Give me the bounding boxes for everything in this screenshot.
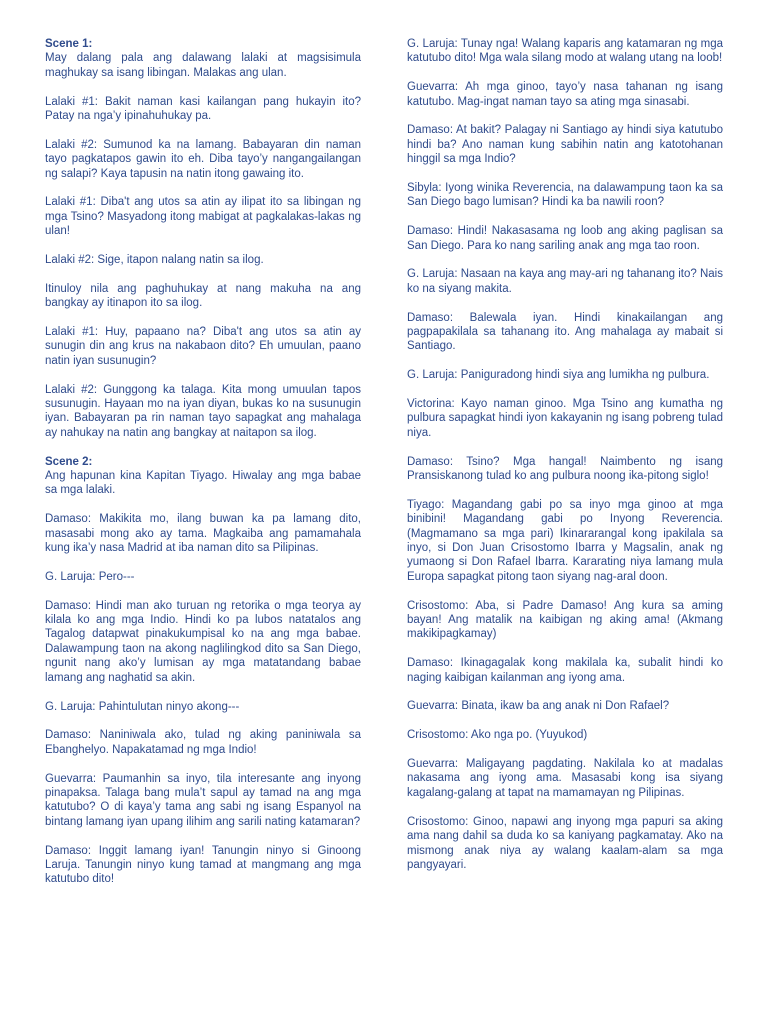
paragraph: Damaso: Hindi! Nakasasama ng loob ang aking paglisan sa San Diego. Para ko nang sariling anak ang mga tao roon.	[407, 225, 723, 252]
paragraph: Itinuloy nila ang paghuhukay at nang makuha na ang bangkay ay itinapon ito sa ilog.	[45, 282, 361, 310]
paragraph: Victorina: Kayo naman ginoo. Mga Tsino ang kumatha ng pulbura sapagkat hindi iyon kakayanin ng isang pobreng tulad niya.	[407, 398, 723, 439]
paragraph: Tiyago: Magandang gabi po sa inyo mga ginoo at mga binibini! Magandang gabi po Inyong Reverencia. (Magmamano sa mga pari) Ikinararangal kong ipakilala sa inyo, si Don Juan Crisostomo Ibarra y Magsalin, anak ng yumaong si Don Rafael Ibarra. Kararating niya lamang mula Europa sapagkat pitong taon siyang nag-aral doon.	[407, 498, 723, 583]
paragraph	[45, 37, 361, 80]
paragraph: Damaso: Hindi man ako turuan ng retorika o mga teorya ay kilala ko ang mga Indio. Hindi ko pa lubos natatalos ang Tagalog datapwat pinakukumpisal ko na ang mga babae. Dalawampung taon na akong naglilingkod dito sa San Diego, ngunit nang ako’y lumisan ay mga matatandang babae lamang ang naghatid sa akin.	[45, 599, 361, 684]
paragraph: Damaso: Ikinagagalak kong makilala ka, subalit hindi ko naging kaibigan kailanman ang iyong ama.	[407, 657, 723, 684]
paragraph: Damaso: Balewala iyan. Hindi kinakailangan ang pagpapakilala sa tahanang ito. Ang mahalaga ay mabait si Santiago.	[407, 311, 723, 353]
paragraph: G. Laruja: Tunay nga! Walang kaparis ang katamaran ng mga katutubo dito! Mga wala silang modo at walang utang na loob!	[407, 38, 723, 65]
paragraph-text: Ang hapunan kina Kapitan Tiyago. Hiwalay ang mga babae sa mga lalaki.	[45, 470, 361, 497]
left-column	[45, 37, 361, 901]
paragraph: Sibyla: Iyong winika Reverencia, na dalawampung taon ka sa San Diego bago lumisan? Hindi ka ba nawili roon?	[407, 182, 723, 209]
paragraph: Damaso: Inggit lamang iyan! Tanungin ninyo si Ginoong Laruja. Tanungin ninyo kung tamad at mangmang ang mga katutubo dito!	[45, 844, 361, 886]
scene-1-heading: Scene 1:	[45, 38, 93, 50]
paragraph: Guevarra: Ah mga ginoo, tayo’y nasa tahanan ng isang katutubo. Mag-ingat naman tayo sa ating mga sinasabi.	[407, 81, 723, 108]
scene-2-heading: Scene 2:	[45, 455, 93, 468]
paragraph: Lalaki #2: Sumunod ka na lamang. Babayaran din naman tayo pagkatapos gawin ito eh. Diba tayo’y nangangailangan ng salapi? Kaya tapusin na natin itong gawaing ito.	[45, 138, 361, 180]
paragraph: Crisostomo: Ginoo, napawi ang inyong mga papuri sa aking ama nang dahil sa duda ko sa kaniyang pagkamatay. Ako na mismong anak niya ay walang kaalam-alam sa mga pangyayari.	[407, 815, 723, 871]
paragraph: Damaso: At bakit? Palagay ni Santiago ay hindi siya katutubo hindi ba? Ano naman kung sabihin natin ang katotohanan hinggil sa mga Indio?	[407, 124, 723, 166]
paragraph: G. Laruja: Nasaan na kaya ang may-ari ng tahanang ito? Nais ko na siyang makita.	[407, 268, 723, 295]
paragraph-text: May dalang pala ang dalawang lalaki at magsisimula maghukay sa isang libingan. Malakas ang ulan.	[45, 52, 361, 79]
paragraph: G. Laruja: Pero---	[45, 570, 135, 583]
paragraph: Lalaki #1: Huy, papaano na? Diba't ang utos sa atin ay sunugin din ang krus na nakabaon dito? Eh umuulan, paano natin iyan susunugin?	[45, 326, 361, 367]
paragraph: Damaso: Naniniwala ako, tulad ng aking paniniwala sa Ebanghelyo. Napakatamad ng mga Indio!	[45, 729, 361, 756]
paragraph: Crisostomo: Ako nga po. (Yuyukod)	[407, 729, 588, 742]
paragraph: Guevarra: Maligayang pagdating. Nakilala ko at madalas nakasama ang iyong ama. Masasabi kong isa siyang kagalang-galang at tapat na mamamayan ng Pilipinas.	[407, 758, 723, 799]
paragraph: Damaso: Tsino? Mga hangal! Naimbento ng isang Pransiskanong tulad ko ang pulbura noong ika-pitong siglo!	[407, 455, 723, 483]
paragraph: Lalaki #1: Bakit naman kasi kailangan pang hukayin ito? Patay na nga’y ipinahuhukay pa.	[45, 95, 361, 123]
paragraph: G. Laruja: Paniguradong hindi siya ang lumikha ng pulbura.	[407, 369, 710, 382]
paragraph: Guevarra: Binata, ikaw ba ang anak ni Don Rafael?	[407, 700, 670, 713]
right-column	[407, 37, 723, 887]
paragraph: Lalaki #2: Gunggong ka talaga. Kita mong umuulan tapos susunugin. Hayaan mo na iyan diyan, bukas ko na susunugin iyan. Babayaran pa rin naman tayo sapagkat ang mahalaga ay nahukay na natin ang bangkay at naitapon sa ilog.	[45, 383, 361, 439]
paragraph: Lalaki #2: Sige, itapon nalang natin sa ilog.	[45, 254, 264, 267]
paragraph: Lalaki #1: Diba't ang utos sa atin ay ilipat ito sa libingan ng mga Tsino? Masyadong itong mabigat at pagkalakas-lakas ng ulan!	[45, 196, 361, 238]
paragraph: G. Laruja: Pahintulutan ninyo akong---	[45, 700, 240, 713]
paragraph: Guevarra: Paumanhin sa inyo, tila interesante ang inyong pinapaksa. Talaga bang mula’t sapul ay tamad na ang mga katutubo? O di kaya’y tama ang sabi ng isang Espanyol na bintang lamang iyan upang ilihim ang sarili nating katamaran?	[45, 772, 361, 828]
paragraph	[45, 455, 361, 498]
paragraph: Damaso: Makikita mo, ilang buwan ka pa lamang dito, masasabi mong ako ay tama. Magkaiba ang pamamahala kung ika’y nasa Madrid at iba naman dito sa Pilipinas.	[45, 513, 361, 555]
paragraph: Crisostomo: Aba, si Padre Damaso! Ang kura sa aming bayan! Ang matalik na kaibigan ng aking ama! (Akmang makikipagkamay)	[407, 599, 723, 641]
